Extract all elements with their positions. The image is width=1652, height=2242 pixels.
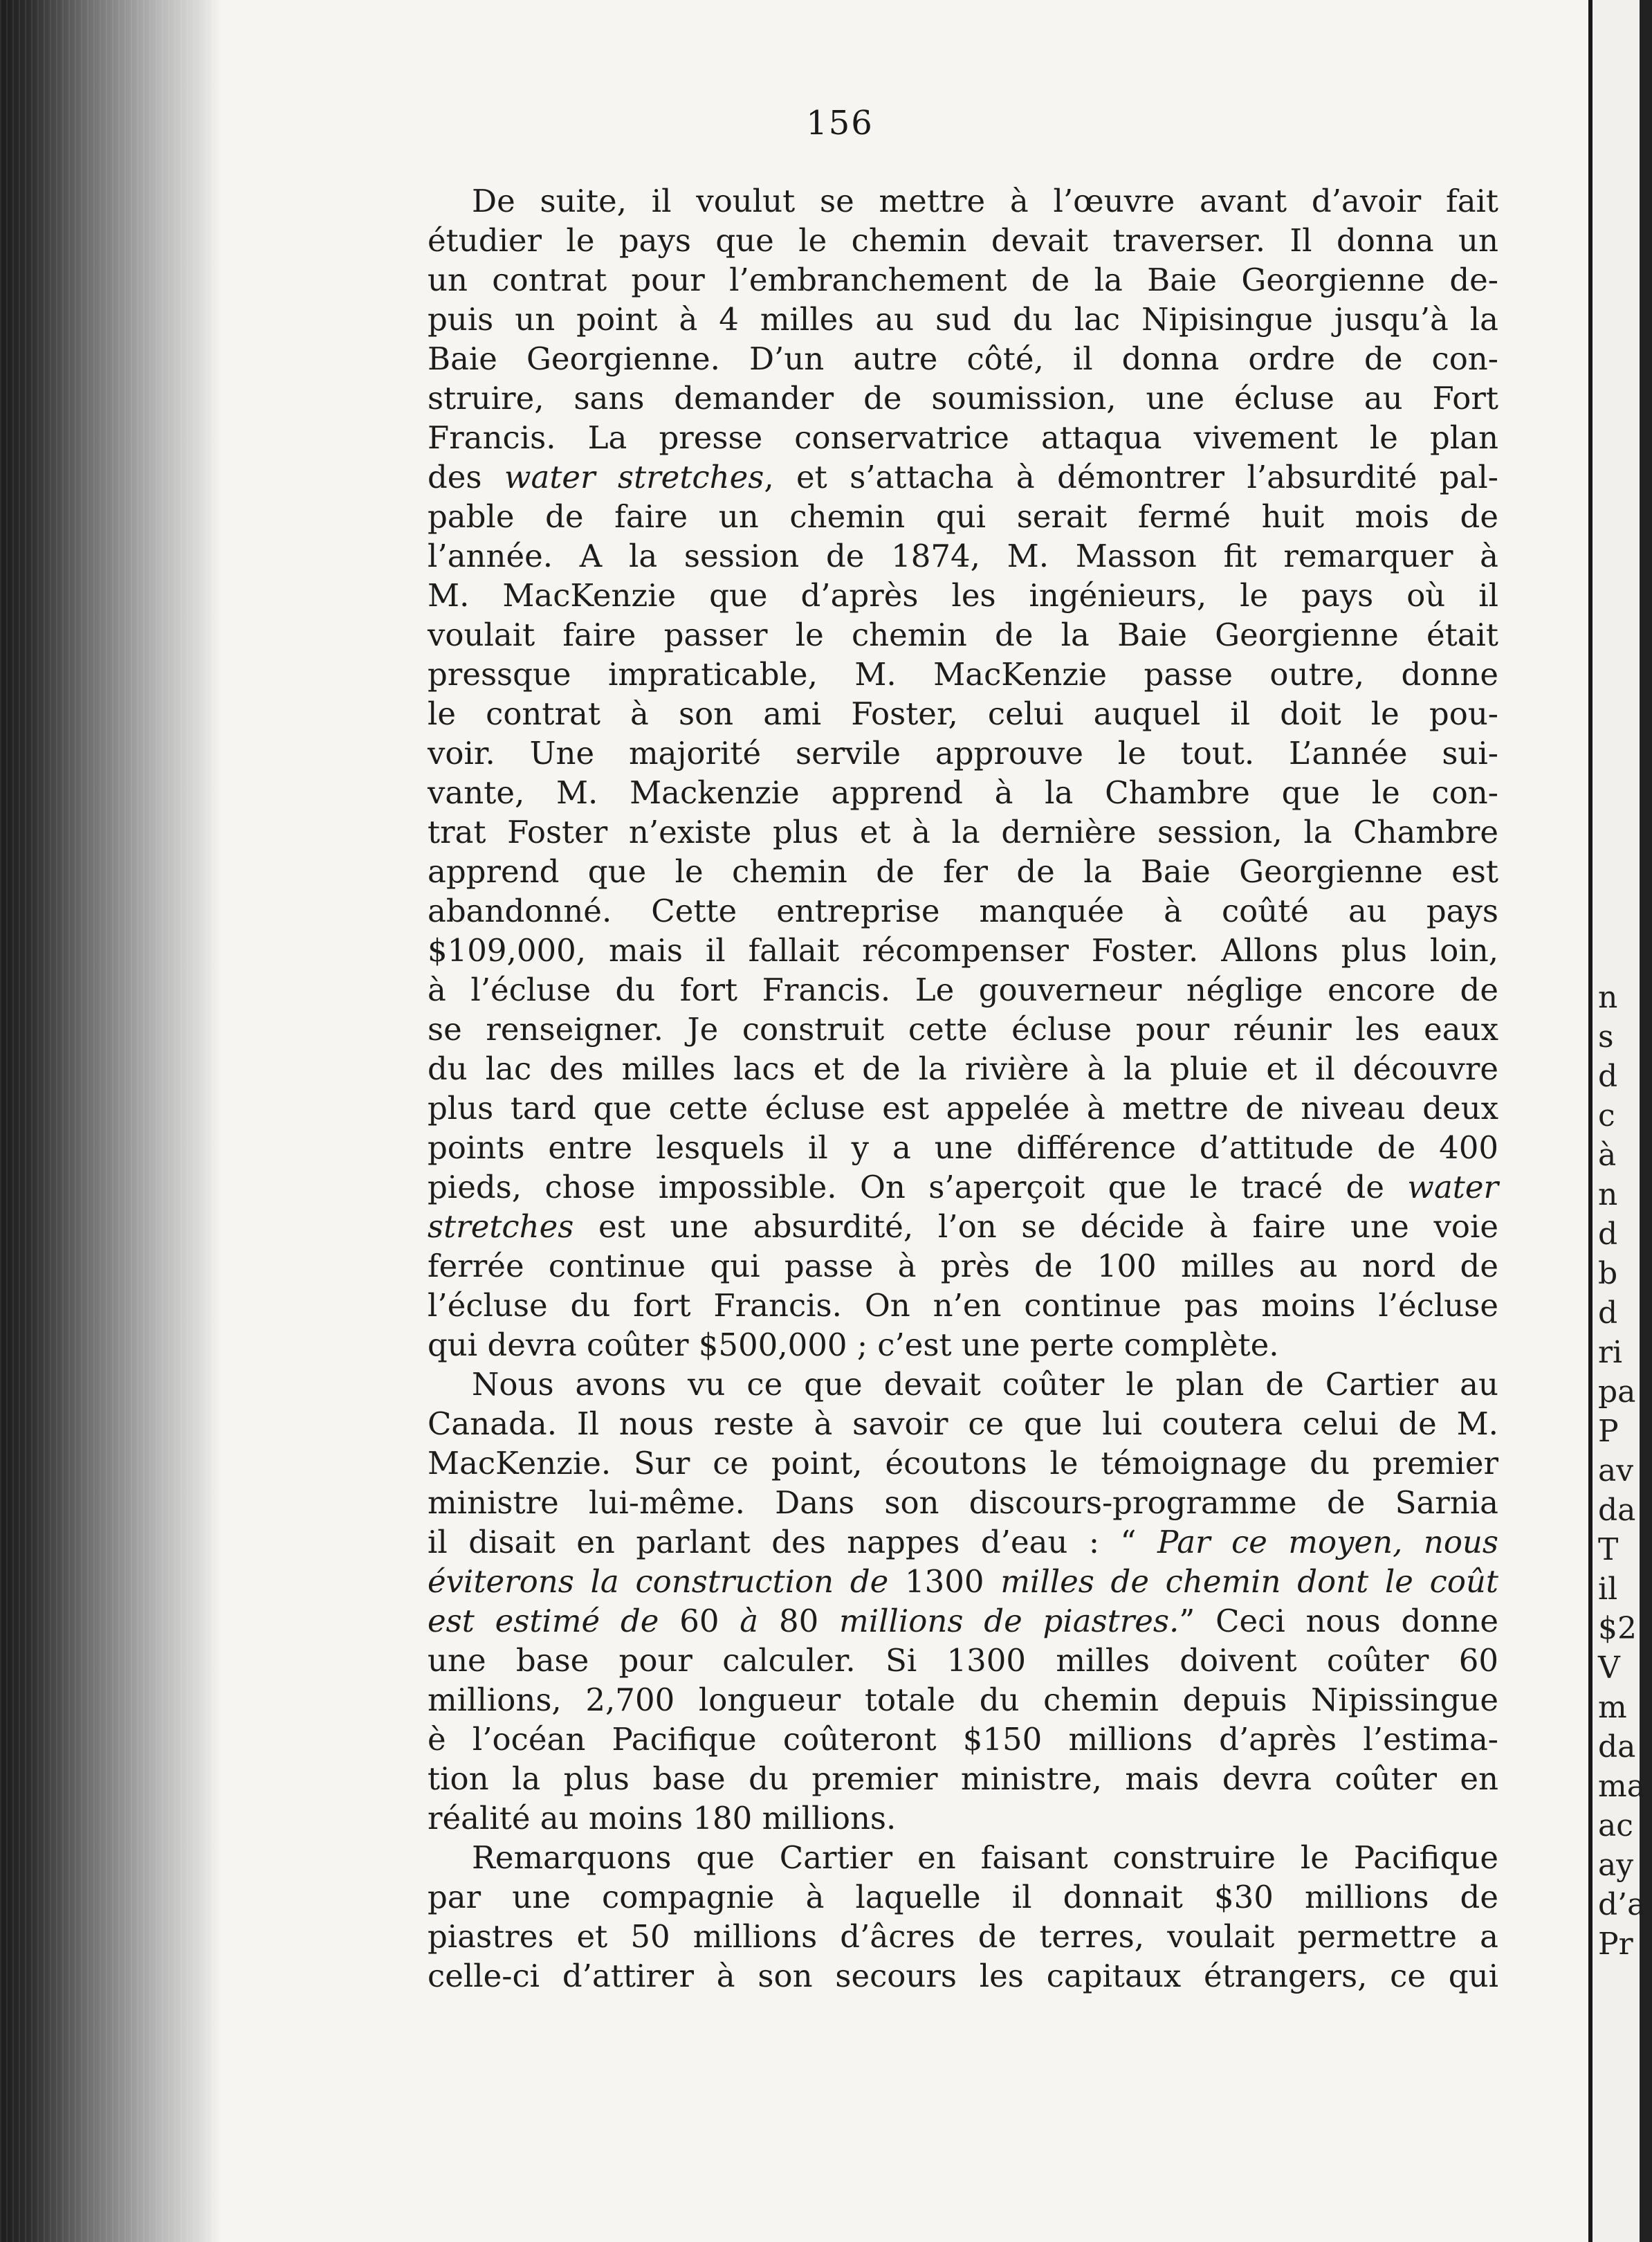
line-text: apprend que le chemin de fer de la Baie Georgienne est bbox=[428, 853, 1498, 890]
line-text: est une absurdité, l’on se décide à faire une voie bbox=[573, 1208, 1498, 1245]
text-line bbox=[428, 733, 1498, 773]
next-page-fragment: av bbox=[1598, 1453, 1634, 1488]
text-line bbox=[428, 812, 1498, 852]
line-text: 60 bbox=[659, 1603, 740, 1639]
text-line bbox=[428, 931, 1498, 970]
text-line bbox=[428, 181, 1498, 221]
line-text: qui devra coûter $500,000 ; c’est une perte complète. bbox=[428, 1327, 1279, 1363]
text-line bbox=[428, 536, 1498, 576]
next-page-fragment: n bbox=[1598, 1177, 1618, 1212]
line-text: Nous avons vu ce que devait coûter le plan de Cartier au bbox=[472, 1366, 1498, 1403]
next-page-fragment: d’a bbox=[1598, 1887, 1646, 1922]
line-text: il disait en parlant des nappes d’eau : “ bbox=[428, 1524, 1157, 1560]
line-text: points entre lesquels il y a une différence d’attitude de 400 bbox=[428, 1129, 1498, 1166]
next-page-fragment: à bbox=[1598, 1138, 1617, 1173]
text-line bbox=[428, 418, 1498, 457]
line-text: $109,000, mais il fallait récompenser Foster. Allons plus loin, bbox=[428, 932, 1498, 969]
text-line bbox=[428, 1286, 1498, 1325]
next-page-fragment: V bbox=[1598, 1650, 1620, 1686]
line-text: vante, M. Mackenzie apprend à la Chambre que le con- bbox=[428, 774, 1498, 811]
text-line bbox=[428, 1404, 1498, 1443]
italic-text: éviterons la construction de bbox=[428, 1563, 889, 1600]
text-line bbox=[428, 221, 1498, 260]
text-line bbox=[428, 300, 1498, 339]
line-text: le contrat à son ami Foster, celui auquel il doit le pou- bbox=[428, 695, 1498, 732]
line-text: 80 bbox=[758, 1603, 840, 1639]
next-page-fragment: $2 bbox=[1598, 1611, 1637, 1646]
text-line bbox=[428, 1522, 1498, 1562]
italic-text: est estimé de bbox=[428, 1603, 659, 1639]
text-line bbox=[428, 615, 1498, 655]
next-page-fragment: n bbox=[1598, 980, 1618, 1015]
next-page-fragment: d bbox=[1598, 1295, 1618, 1331]
italic-text: water stretches bbox=[504, 459, 764, 495]
line-text: puis un point à 4 milles au sud du lac Nipisingue jusqu’à la bbox=[428, 301, 1498, 338]
next-page-fragment: il bbox=[1598, 1571, 1618, 1607]
text-line bbox=[428, 1720, 1498, 1759]
adjacent-page-edge bbox=[1588, 0, 1652, 2242]
line-text: 1300 bbox=[888, 1563, 1001, 1600]
text-line bbox=[428, 260, 1498, 300]
line-text: celle-ci d’attirer à son secours les capitaux étrangers, ce qui bbox=[428, 1958, 1498, 1994]
line-text: piastres et 50 millions d’âcres de terres, voulait permettre a bbox=[428, 1918, 1498, 1955]
body-text bbox=[428, 181, 1498, 1996]
next-page-fragment: P bbox=[1598, 1414, 1619, 1449]
line-text: pable de faire un chemin qui serait fermé huit mois de bbox=[428, 498, 1498, 535]
text-line bbox=[428, 852, 1498, 891]
text-line bbox=[428, 1088, 1498, 1128]
next-page-fragment: d bbox=[1598, 1059, 1618, 1094]
text-line bbox=[428, 1562, 1498, 1601]
line-text: une base pour calculer. Si 1300 milles doivent coûter 60 bbox=[428, 1642, 1498, 1679]
line-text: l’année. A la session de 1874, M. Masson fit remarquer à bbox=[428, 538, 1498, 574]
next-page-fragment: s bbox=[1598, 1019, 1614, 1055]
text-line bbox=[428, 339, 1498, 379]
next-page-fragment: ma bbox=[1598, 1769, 1645, 1804]
line-text: millions, 2,700 longueur totale du chemin depuis Nipissingue bbox=[428, 1682, 1498, 1718]
line-text: MacKenzie. Sur ce point, écoutons le témoignage du premier bbox=[428, 1445, 1498, 1482]
text-line bbox=[428, 891, 1498, 931]
next-page-fragment: b bbox=[1598, 1256, 1618, 1291]
line-text: pieds, chose impossible. On s’aperçoit que le tracé de bbox=[428, 1169, 1408, 1205]
text-line bbox=[428, 1049, 1498, 1088]
text-line bbox=[428, 1365, 1498, 1404]
text-line bbox=[428, 773, 1498, 812]
line-text: des bbox=[428, 459, 504, 495]
text-line bbox=[428, 1601, 1498, 1641]
line-text: Remarquons que Cartier en faisant construire le Pacifique bbox=[472, 1839, 1498, 1876]
page-edges bbox=[0, 0, 221, 2242]
line-text: réalité au moins 180 millions. bbox=[428, 1800, 897, 1837]
line-text: M. MacKenzie que d’après les ingénieurs, le pays où il bbox=[428, 577, 1498, 614]
next-page-fragment: ay bbox=[1598, 1848, 1634, 1883]
text-line bbox=[428, 1167, 1498, 1207]
line-text: ministre lui-même. Dans son discours-programme de Sarnia bbox=[428, 1484, 1498, 1521]
next-page-fragment: m bbox=[1598, 1690, 1627, 1725]
line-text: ” Ceci nous donne bbox=[1179, 1603, 1499, 1639]
line-text: à l’écluse du fort Francis. Le gouverneur néglige encore de bbox=[428, 972, 1498, 1008]
text-line bbox=[428, 1128, 1498, 1167]
italic-text: Par ce moyen, nous bbox=[1157, 1524, 1498, 1560]
line-text: étudier le pays que le chemin devait traverser. Il donna un bbox=[428, 222, 1498, 259]
line-text: du lac des milles lacs et de la rivière à la pluie et il découvre bbox=[428, 1050, 1498, 1087]
line-text: struire, sans demander de soumission, une écluse au Fort bbox=[428, 380, 1498, 417]
text-line bbox=[428, 1641, 1498, 1680]
text-line bbox=[428, 1956, 1498, 1996]
line-text: pressque impraticable, M. MacKenzie passe outre, donne bbox=[428, 656, 1498, 693]
line-text: voulait faire passer le chemin de la Baie Georgienne était bbox=[428, 617, 1498, 653]
text-line bbox=[428, 1207, 1498, 1246]
text-line bbox=[428, 970, 1498, 1010]
page-number: 156 bbox=[806, 104, 874, 143]
line-text: se renseigner. Je construit cette écluse pour réunir les eaux bbox=[428, 1011, 1498, 1048]
text-line bbox=[428, 497, 1498, 536]
next-page-fragment: ri bbox=[1598, 1335, 1623, 1370]
italic-text: millions de piastres. bbox=[839, 1603, 1180, 1639]
next-page-fragment: ac bbox=[1598, 1808, 1633, 1843]
text-line bbox=[428, 1798, 1498, 1838]
line-text: Baie Georgienne. D’un autre côté, il donna ordre de con- bbox=[428, 340, 1498, 377]
text-line bbox=[428, 1443, 1498, 1483]
line-text: un contrat pour l’embranchement de la Baie Georgienne de- bbox=[428, 262, 1498, 298]
line-text: plus tard que cette écluse est appelée à mettre de niveau deux bbox=[428, 1090, 1498, 1127]
italic-text: milles de chemin dont le coût bbox=[1000, 1563, 1498, 1600]
text-line bbox=[428, 1917, 1498, 1956]
next-page-fragment: Pr bbox=[1598, 1926, 1633, 1962]
italic-text: à bbox=[740, 1603, 759, 1639]
line-text: voir. Une majorité servile approuve le tout. L’année sui- bbox=[428, 735, 1498, 772]
line-text: l’écluse du fort Francis. On n’en continue pas moins l’écluse bbox=[428, 1287, 1498, 1324]
text-line bbox=[428, 1010, 1498, 1049]
line-text: , et s’attacha à démontrer l’absurdité pal- bbox=[764, 459, 1499, 495]
line-text: De suite, il voulut se mettre à l’œuvre avant d’avoir fait bbox=[472, 183, 1498, 219]
next-page-fragment: da bbox=[1598, 1729, 1636, 1765]
text-line bbox=[428, 1483, 1498, 1522]
line-text: trat Foster n’existe plus et à la dernière session, la Chambre bbox=[428, 814, 1498, 850]
line-text: Francis. La presse conservatrice attaqua vivement le plan bbox=[428, 419, 1498, 456]
next-page-fragment: pa bbox=[1598, 1374, 1636, 1410]
next-page-fragment: d bbox=[1598, 1216, 1618, 1252]
text-line bbox=[428, 1325, 1498, 1365]
line-text: tion la plus base du premier ministre, mais devra coûter en bbox=[428, 1760, 1498, 1797]
text-line bbox=[428, 655, 1498, 694]
next-page-fragment: T bbox=[1598, 1532, 1619, 1567]
text-line bbox=[428, 1759, 1498, 1798]
line-text: è l’océan Pacifique coûteront $150 millions d’après l’estima- bbox=[428, 1721, 1498, 1758]
text-line bbox=[428, 379, 1498, 418]
next-page-fragment: da bbox=[1598, 1493, 1636, 1528]
text-line bbox=[428, 1246, 1498, 1286]
text-line bbox=[428, 1838, 1498, 1877]
italic-text: stretches bbox=[428, 1208, 574, 1245]
text-line bbox=[428, 1680, 1498, 1720]
text-line bbox=[428, 694, 1498, 733]
italic-text: water bbox=[1407, 1169, 1498, 1205]
text-line bbox=[428, 576, 1498, 615]
text-line bbox=[428, 457, 1498, 497]
text-line bbox=[428, 1877, 1498, 1917]
line-text: par une compagnie à laquelle il donnait $30 millions de bbox=[428, 1879, 1498, 1915]
line-text: abandonné. Cette entreprise manquée à coûté au pays bbox=[428, 893, 1498, 929]
line-text: Canada. Il nous reste à savoir ce que lui coutera celui de M. bbox=[428, 1405, 1498, 1442]
next-page-fragment: c bbox=[1598, 1098, 1615, 1133]
line-text: ferrée continue qui passe à près de 100 milles au nord de bbox=[428, 1248, 1498, 1284]
